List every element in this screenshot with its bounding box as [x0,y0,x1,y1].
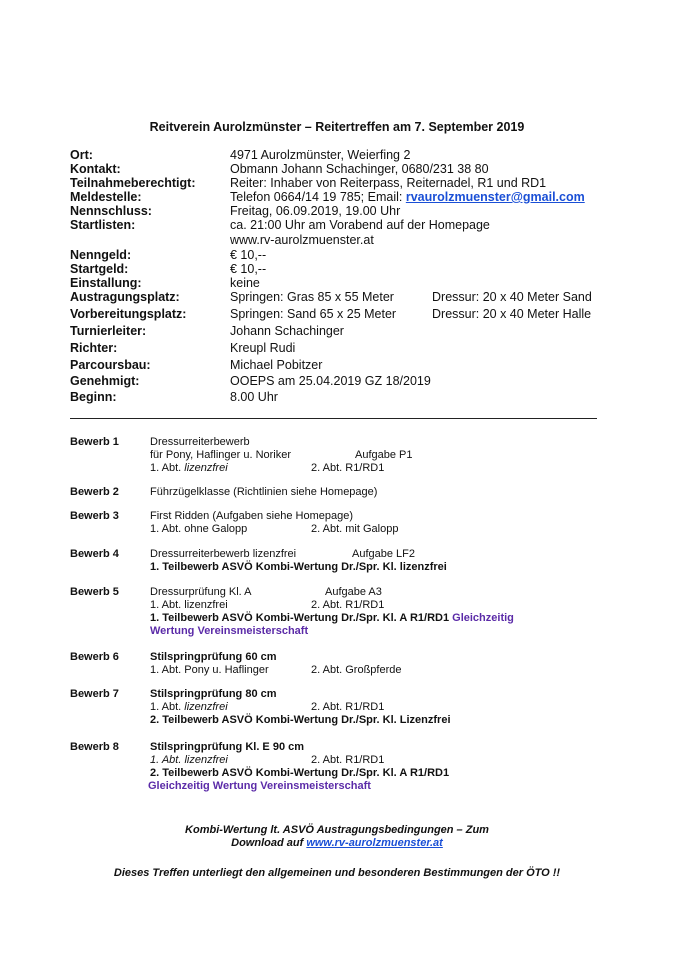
bewerb-2-label: Bewerb 2 [70,486,119,498]
label-richter: Richter: [70,341,118,355]
label-kontakt: Kontakt: [70,162,121,176]
value-einstallung: keine [230,276,260,290]
label-genehmigt: Genehmigt: [70,374,140,388]
bewerb-3-abt2: 2. Abt. mit Galopp [311,523,399,535]
bewerb-1-abt2: 2. Abt. R1/RD1 [311,462,385,474]
footer-kombi-line2: Download auf www.rv-aurolzmuenster.at [231,837,443,849]
bewerb-3-abt1: 1. Abt. ohne Galopp [150,523,248,535]
meldestelle-phone: Telefon 0664/14 19 785; Email: [230,190,406,204]
bewerb-4-label: Bewerb 4 [70,548,119,560]
bewerb-6-abt1: 1. Abt. Pony u. Haflinger [150,664,269,676]
label-teilnahme: Teilnahmeberechtigt: [70,176,196,190]
value-richter: Kreupl Rudi [230,341,296,355]
bewerb-5-label: Bewerb 5 [70,586,119,598]
label-startlisten: Startlisten: [70,218,136,232]
footer-kombi-line1: Kombi-Wertung lt. ASVÖ Austragungsbedingungen – Zum [185,824,489,836]
bewerb-1-title: Dressurreiterbewerb [150,436,250,448]
bewerb-8-vereinsmeisterschaft: Gleichzeitig Wertung Vereinsmeisterschaft [148,780,371,792]
bewerb-7-abt2: 2. Abt. R1/RD1 [311,701,385,713]
bewerb-7-label: Bewerb 7 [70,688,119,700]
value-startlisten-url: www.rv-aurolzmuenster.at [230,233,374,247]
email-link[interactable]: rvaurolzmuenster@gmail.com [405,190,585,204]
homepage-link[interactable]: www.rv-aurolzmuenster.at [306,837,443,849]
footer-oeto-note: Dieses Treffen unterliegt den allgemeinen und besonderen Bestimmungen der ÖTO !! [113,867,561,879]
label-vorbereitung: Vorbereitungsplatz: [70,307,187,321]
value-genehmigt: OOEPS am 25.04.2019 GZ 18/2019 [230,374,431,388]
bewerb-4-aufgabe: Aufgabe LF2 [352,548,415,560]
divider [70,418,597,419]
value-kontakt: Obmann Johann Schachinger, 0680/231 38 80 [230,162,489,176]
bewerb-3-title: First Ridden (Aufgaben siehe Homepage) [150,510,354,522]
value-vorbereitung-dressur: Dressur: 20 x 40 Meter Halle [432,307,592,321]
bewerb-5-title: Dressurprüfung Kl. A [150,586,252,598]
bewerb-5-abt1: 1. Abt. lizenzfrei [150,599,228,611]
bewerb-1-sub: für Pony, Haflinger u. Noriker [150,449,292,461]
bewerb-7-abt1: 1. Abt. lizenzfrei [150,701,228,713]
bewerb-1-abt1: 1. Abt. lizenzfrei [150,462,228,474]
bewerb-5-aufgabe: Aufgabe A3 [325,586,382,598]
bewerb-1-aufgabe: Aufgabe P1 [355,449,413,461]
label-startgeld: Startgeld: [70,262,129,276]
label-parcoursbau: Parcoursbau: [70,358,151,372]
bewerb-5-abt2: 2. Abt. R1/RD1 [311,599,385,611]
page-title: Reitverein Aurolzmünster – Reitertreffen am 7. September 2019 [149,120,525,134]
label-einstallung: Einstallung: [70,276,142,290]
bewerb-8-title: Stilspringprüfung Kl. E 90 cm [150,741,305,753]
bewerb-8-abt1: 1. Abt. lizenzfrei [150,754,228,766]
label-austragung: Austragungsplatz: [70,290,180,304]
bewerb-8-abt2: 2. Abt. R1/RD1 [311,754,385,766]
value-austragung-dressur: Dressur: 20 x 40 Meter Sand [432,290,592,304]
label-ort: Ort: [70,148,93,162]
value-vorbereitung: Springen: Sand 65 x 25 Meter [230,307,397,321]
value-teilnahme: Reiter: Inhaber von Reiterpass, Reiternadel, R1 und RD1 [230,176,547,190]
bewerb-6-label: Bewerb 6 [70,651,119,663]
value-ort: 4971 Aurolzmünster, Weierfing 2 [230,148,411,162]
bewerb-7-title: Stilspringprüfung 80 cm [150,688,277,700]
bewerb-4-teilbewerb: 1. Teilbewerb ASVÖ Kombi-Wertung Dr./Spr. Kl. lizenzfrei [150,561,447,573]
bewerb-7-teilbewerb: 2. Teilbewerb ASVÖ Kombi-Wertung Dr./Spr. Kl. Lizenzfrei [150,714,451,726]
label-nenngeld: Nenngeld: [70,248,132,262]
value-startlisten: ca. 21:00 Uhr am Vorabend auf der Homepage [230,218,490,232]
bewerb-5-vereinsmeisterschaft: Wertung Vereinsmeisterschaft [150,625,309,637]
bewerb-3-label: Bewerb 3 [70,510,119,522]
bewerb-4-title: Dressurreiterbewerb lizenzfrei [150,548,297,560]
bewerb-6-abt2: 2. Abt. Großpferde [311,664,402,676]
value-nenngeld: € 10,-- [230,248,267,262]
label-meldestelle: Meldestelle: [70,190,142,204]
label-nennschluss: Nennschluss: [70,204,152,218]
value-turnierleiter: Johann Schachinger [230,324,344,338]
bewerb-8-label: Bewerb 8 [70,741,119,753]
bewerb-6-title: Stilspringprüfung 60 cm [150,651,277,663]
bewerb-5-teilbewerb: 1. Teilbewerb ASVÖ Kombi-Wertung Dr./Spr. Kl. A R1/RD1 Gleichzeitig [150,612,514,624]
value-austragung: Springen: Gras 85 x 55 Meter [230,290,394,304]
value-startgeld: € 10,-- [230,262,267,276]
value-meldestelle [230,190,585,204]
bewerb-2-title: Führzügelklasse (Richtlinien siehe Homepage) [150,486,378,498]
value-parcoursbau: Michael Pobitzer [230,358,323,372]
value-nennschluss: Freitag, 06.09.2019, 19.00 Uhr [230,204,401,218]
bewerb-1-label: Bewerb 1 [70,436,119,448]
label-turnierleiter: Turnierleiter: [70,324,147,338]
value-beginn: 8.00 Uhr [230,390,278,404]
bewerb-8-teilbewerb: 2. Teilbewerb ASVÖ Kombi-Wertung Dr./Spr. Kl. A R1/RD1 [150,767,450,779]
label-beginn: Beginn: [70,390,117,404]
